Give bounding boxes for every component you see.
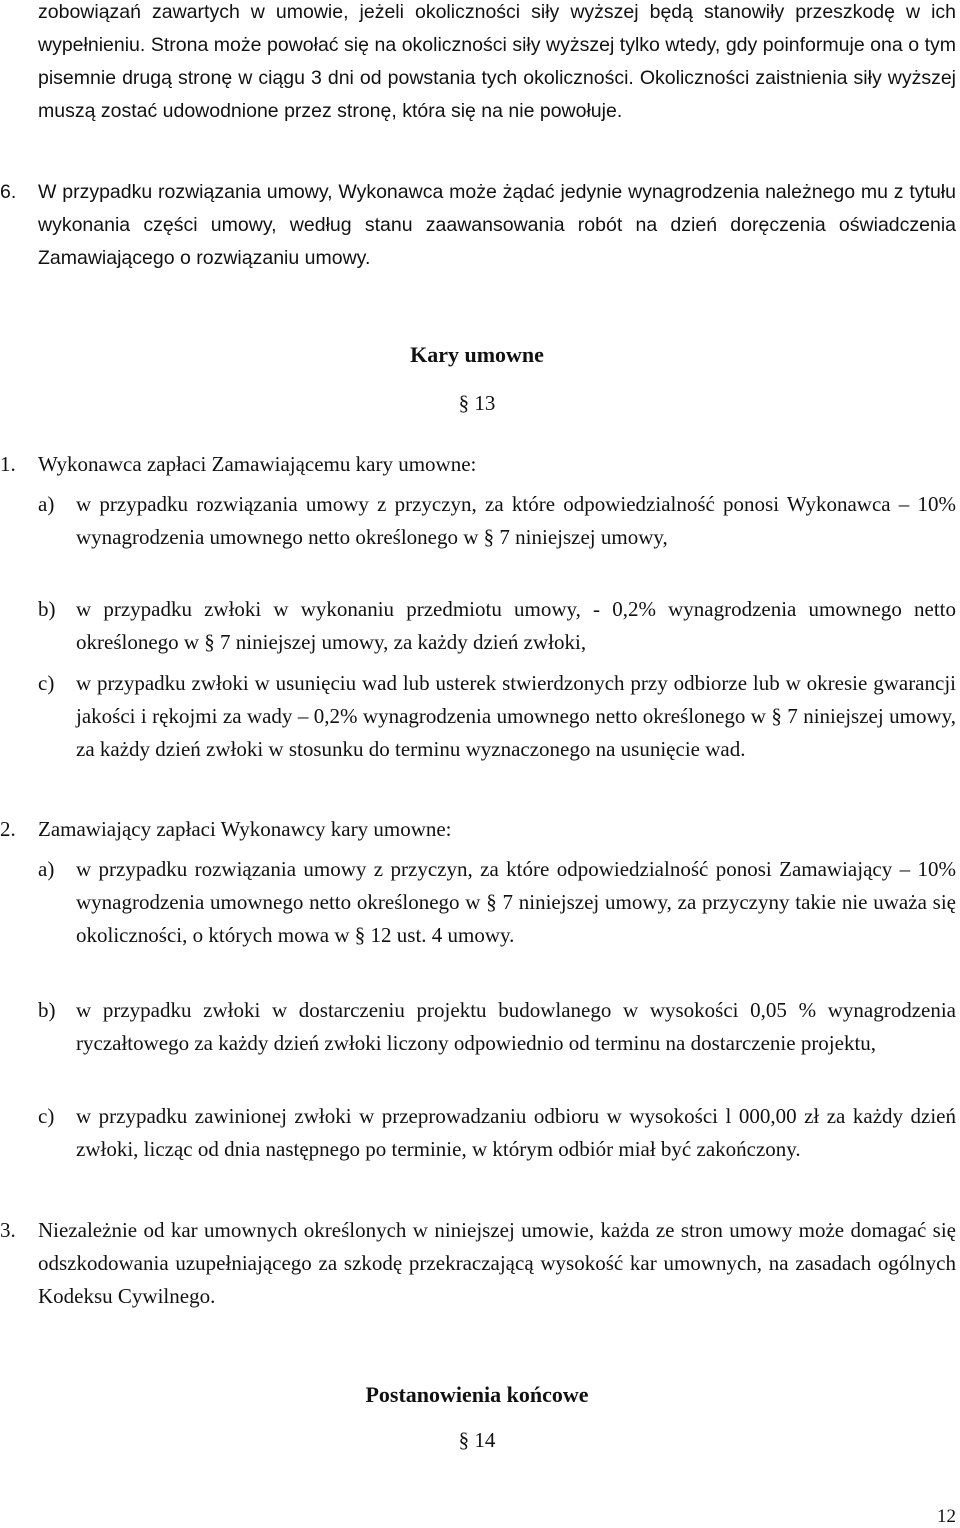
item-13-2-c-text: w przypadku zawinionej zwłoki w przeprowadzaniu odbioru w wysokości l 000,00 zł za każdy dzień zwłoki, licząc od dnia następnego po terminie, w którym odbiór miał być zakończony. — [76, 1104, 956, 1161]
item-6-number: 6. — [0, 181, 17, 203]
section-14-heading: Postanowienia końcowe — [365, 1382, 589, 1407]
item-6-text: W przypadku rozwiązania umowy, Wykonawca może żądać jedynie wynagrodzenia należnego mu z tytułu wykonania części umowy, według stanu zaawansowania robót na dzień doręczenia oświadczenia Zamawiającego o rozwiązaniu umowy. — [38, 181, 956, 269]
item-13-2-a-letter: a) — [38, 857, 55, 881]
item-13-2-a — [38, 853, 956, 952]
item-13-1-a-letter: a) — [38, 492, 55, 516]
item-13-2-b-letter: b) — [38, 998, 56, 1022]
item-13-1-c-letter: c) — [38, 671, 55, 695]
item-13-1-b — [38, 593, 956, 659]
item-13-2-a-text: w przypadku rozwiązania umowy z przyczyn, za które odpowiedzialność ponosi Zamawiający – 10% wynagrodzenia umownego netto określonego w § 7 niniejszej umowy, za przyczyny takie nie uważa się okoliczności, o których mowa w § 12 ust. 4 umowy. — [76, 857, 956, 947]
top-paragraph: zobowiązań zawartych w umowie, jeżeli okoliczności siły wyższej będą stanowiły przeszkodę w ich wypełnieniu. Strona może powołać się na okoliczności siły wyższej tylko wtedy, gdy poinformuje ona o tym pisemnie drugą stronę w ciągu 3 dni od powstania tych okoliczności. Okoliczności zaistnienia siły wyższej muszą zostać udowodnione przez stronę, która się na nie powołuje. — [38, 1, 956, 122]
item-6 — [0, 176, 956, 275]
item-13-2-text: Zamawiający zapłaci Wykonawcy kary umowne: — [38, 817, 452, 841]
item-13-2 — [0, 813, 918, 846]
item-13-3-text: Niezależnie od kar umownych określonych w niniejszej umowie, każda ze stron umowy może domagać się odszkodowania uzupełniającego za szkodę przekraczającą wysokość kar umownych, na zasadach ogólnych Kodeksu Cywilnego. — [38, 1218, 956, 1308]
section-14-number: § 14 — [458, 1428, 496, 1452]
item-13-1-c — [38, 667, 956, 766]
item-13-2-b-text: w przypadku zwłoki w dostarczeniu projektu budowlanego w wysokości 0,05 % wynagrodzenia ryczałtowego za każdy dzień zwłoki liczony odpowiednio od terminu na dostarczenie projektu, — [76, 998, 956, 1055]
item-13-3-number: 3. — [0, 1218, 16, 1242]
item-13-2-number: 2. — [0, 817, 16, 841]
section-13-number: § 13 — [458, 391, 496, 415]
section-13-heading: Kary umowne — [410, 342, 544, 367]
item-13-1-b-text: w przypadku zwłoki w wykonaniu przedmiotu umowy, - 0,2% wynagrodzenia umownego netto określonego w § 7 niniejszej umowy, za każdy dzień zwłoki, — [76, 597, 956, 654]
item-13-1-c-text: w przypadku zwłoki w usunięciu wad lub usterek stwierdzonych przy odbiorze lub w okresie gwarancji jakości i rękojmi za wady – 0,2% wynagrodzenia umownego netto określonego w § 7 niniejszej umowy, za każdy dzień zwłoki w stosunku do terminu wyznaczonego na usunięcie wad. — [76, 671, 956, 761]
page-number: 12 — [937, 1506, 956, 1527]
item-13-2-b — [38, 994, 956, 1060]
item-13-1-a — [38, 488, 956, 554]
item-13-1-text: Wykonawca zapłaci Zamawiającemu kary umowne: — [38, 452, 477, 476]
item-13-3 — [0, 1214, 956, 1313]
item-13-1-number: 1. — [0, 452, 16, 476]
item-13-1-a-text: w przypadku rozwiązania umowy z przyczyn, za które odpowiedzialność ponosi Wykonawca – 10% wynagrodzenia umownego netto określonego w § 7 niniejszej umowy, — [76, 492, 956, 549]
item-13-1-b-letter: b) — [38, 597, 56, 621]
item-13-2-c — [38, 1100, 956, 1166]
item-13-1 — [0, 448, 918, 481]
item-13-2-c-letter: c) — [38, 1104, 55, 1128]
